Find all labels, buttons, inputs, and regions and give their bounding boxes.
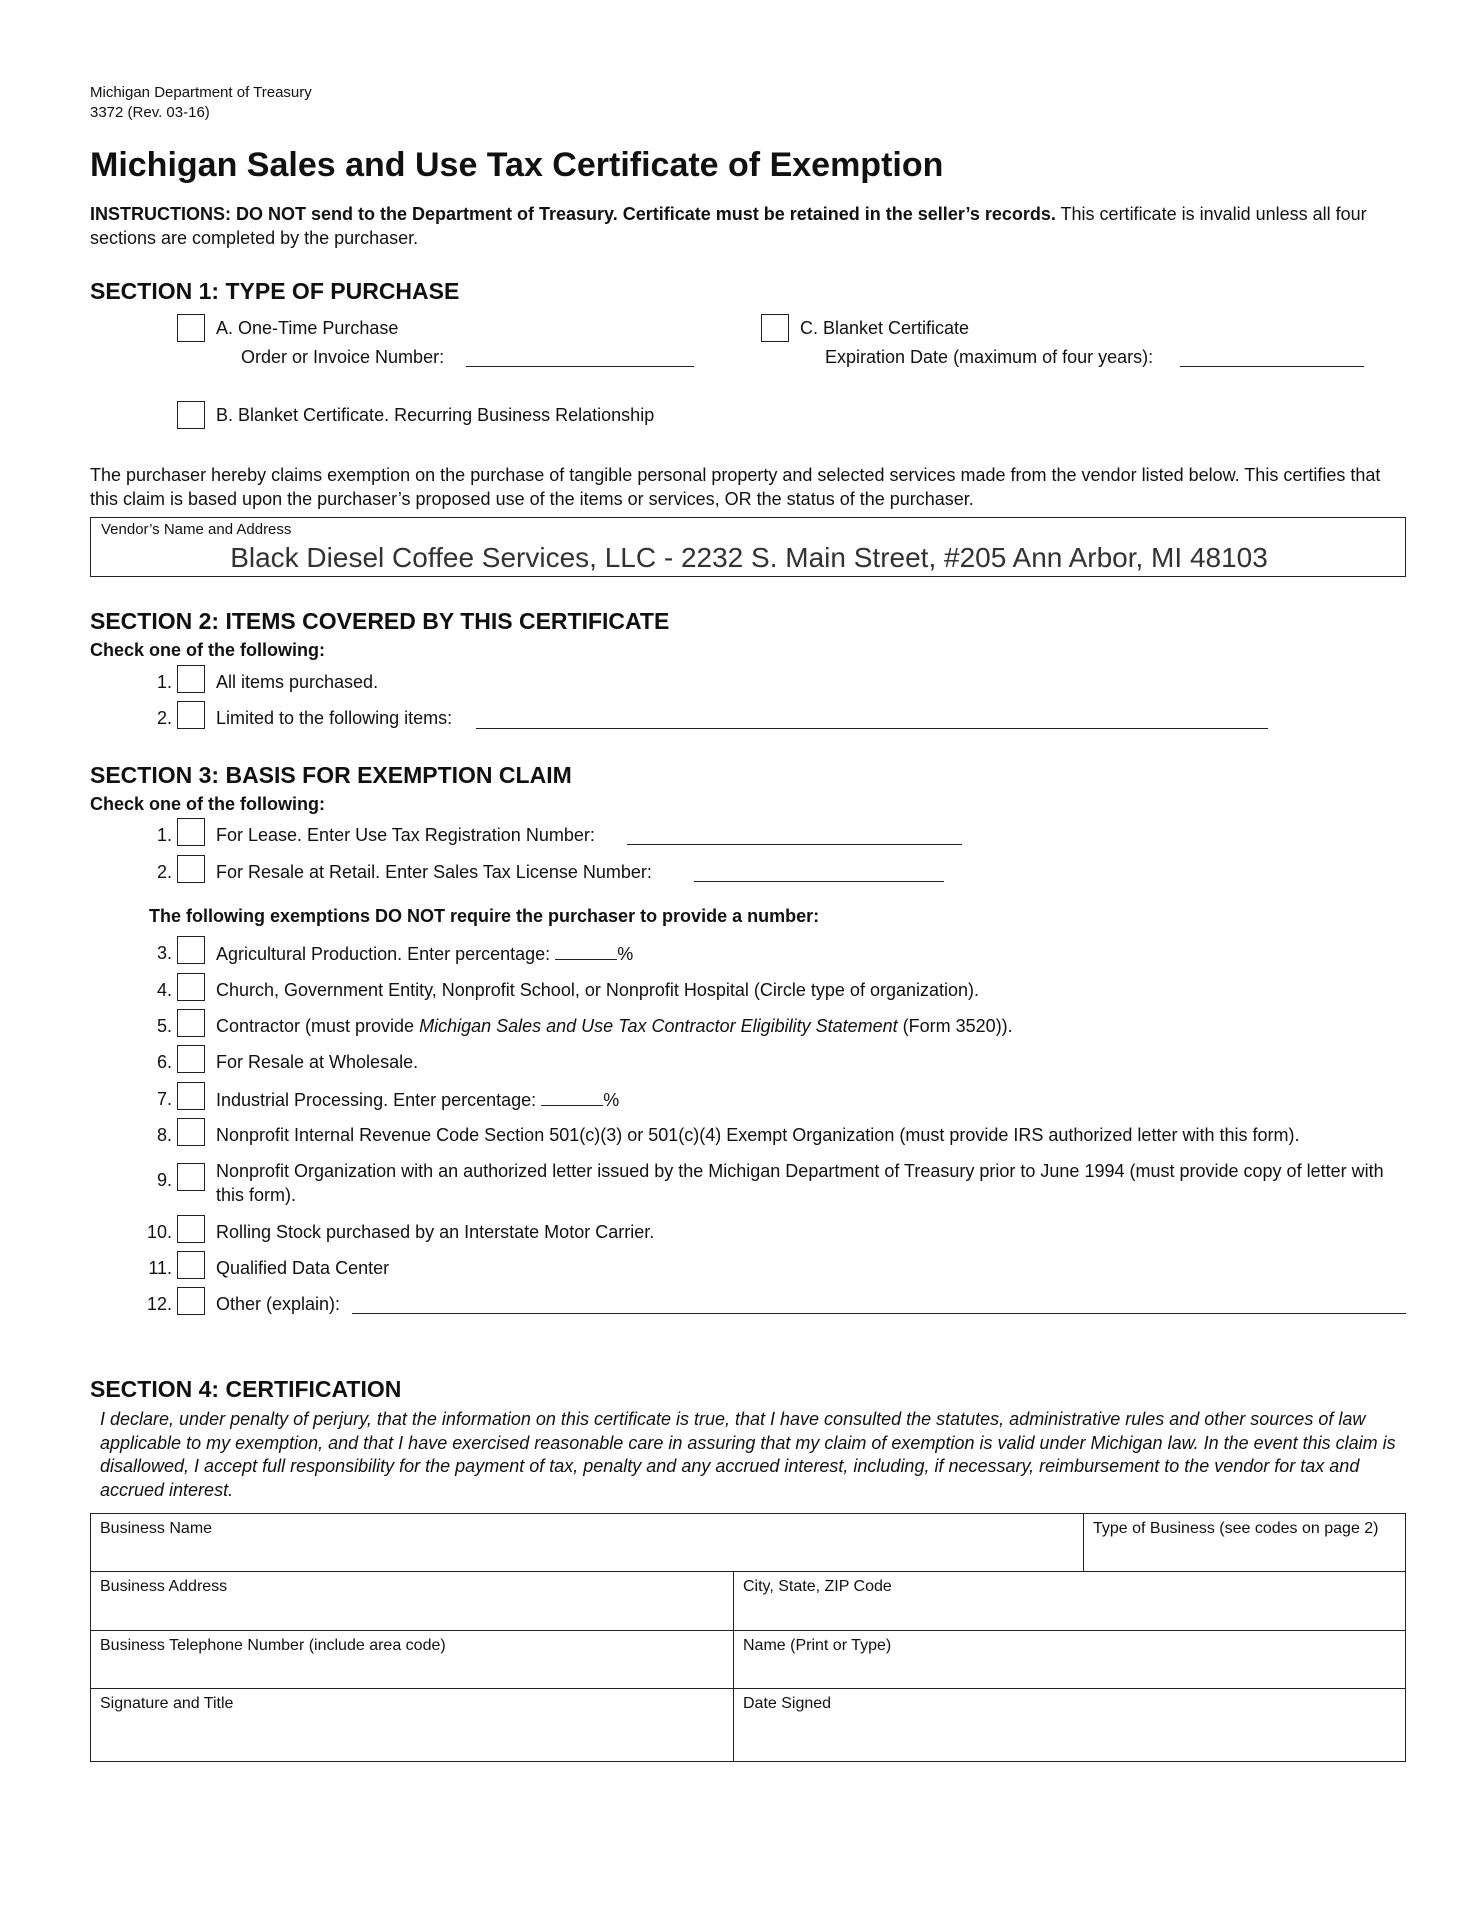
rolling-stock-label: Rolling Stock purchased by an Interstate Motor Carrier. xyxy=(216,1222,655,1242)
name-print-label: Name (Print or Type) xyxy=(743,1637,892,1654)
percent-sign: % xyxy=(617,944,634,964)
item-number: 8. xyxy=(156,1125,172,1145)
name-print-field[interactable] xyxy=(734,1631,1406,1689)
item-number: 2. xyxy=(156,708,172,728)
contractor-text-pre: Contractor (must provide xyxy=(216,1016,420,1036)
checkbox-qualified-data-center[interactable] xyxy=(177,1251,205,1279)
signature-title-field[interactable] xyxy=(91,1689,734,1762)
instructions-rest: This certificate is invalid unless all four sections are completed by the purchaser. xyxy=(90,204,1367,248)
item-number: 10. xyxy=(146,1222,172,1242)
business-phone-label: Business Telephone Number (include area code) xyxy=(100,1637,446,1654)
contractor-form-name: Michigan Sales and Use Tax Contractor Eligibility Statement xyxy=(419,1016,898,1036)
department-name: Michigan Department of Treasury xyxy=(90,84,312,101)
checkbox-nonprofit-authorized-letter[interactable] xyxy=(177,1163,205,1191)
instructions-bold: INSTRUCTIONS: DO NOT send to the Department of Treasury. Certificate must be retained in the seller’s records. xyxy=(90,204,1056,224)
industrial-text: Industrial Processing. Enter percentage: xyxy=(216,1090,537,1110)
all-items-label: All items purchased. xyxy=(216,672,379,692)
resale-retail-label: For Resale at Retail. Enter Sales Tax License Number: xyxy=(216,862,652,882)
checkbox-other[interactable] xyxy=(177,1287,205,1315)
business-address-field[interactable] xyxy=(91,1572,734,1631)
agricultural-text: Agricultural Production. Enter percentage: xyxy=(216,944,551,964)
business-address-label: Business Address xyxy=(100,1578,228,1595)
certification-table xyxy=(90,1513,1406,1762)
section3-title: SECTION 3: BASIS FOR EXEMPTION CLAIM xyxy=(90,762,572,788)
option-b-label: B. Blanket Certificate. Recurring Business Relationship xyxy=(216,405,655,425)
page-title: Michigan Sales and Use Tax Certificate of Exemption xyxy=(90,146,944,184)
vendor-name-address[interactable]: Black Diesel Coffee Services, LLC - 2232 S. Main Street, #205 Ann Arbor, MI 48103 xyxy=(230,542,1268,573)
date-signed-field[interactable] xyxy=(734,1689,1406,1762)
percent-sign: % xyxy=(603,1090,620,1110)
other-explain-input[interactable] xyxy=(352,1313,1406,1314)
checkbox-all-items[interactable] xyxy=(177,665,205,693)
claim-statement: The purchaser hereby claims exemption on the purchase of tangible personal property and selected services made from the vendor listed below. This certifies that this claim is based upon the purchaser’s proposed use of the items or services, OR the status of the purchaser. xyxy=(90,465,1381,509)
form-number: 3372 (Rev. 03-16) xyxy=(90,104,210,121)
item-number: 12. xyxy=(146,1294,172,1314)
checkbox-for-lease[interactable] xyxy=(177,818,205,846)
item-number: 1. xyxy=(156,825,172,845)
checkbox-one-time-purchase[interactable] xyxy=(177,314,205,342)
business-phone-field[interactable] xyxy=(91,1631,734,1689)
type-of-business-field[interactable] xyxy=(1084,1514,1406,1572)
limited-items-input[interactable] xyxy=(476,728,1268,729)
checkbox-industrial-processing[interactable] xyxy=(177,1082,205,1110)
resale-wholesale-label: For Resale at Wholesale. xyxy=(216,1052,419,1072)
church-government-label: Church, Government Entity, Nonprofit School, or Nonprofit Hospital (Circle type of organization). xyxy=(216,980,980,1000)
item-number: 5. xyxy=(156,1016,172,1036)
other-label: Other (explain): xyxy=(216,1294,341,1314)
order-invoice-input[interactable] xyxy=(466,366,694,367)
city-state-zip-label: City, State, ZIP Code xyxy=(743,1578,892,1595)
use-tax-registration-input[interactable] xyxy=(627,844,962,845)
industrial-processing-label xyxy=(216,1089,619,1111)
item-number: 11. xyxy=(148,1258,172,1278)
checkbox-nonprofit-501c[interactable] xyxy=(177,1118,205,1146)
expiration-date-label: Expiration Date (maximum of four years): xyxy=(825,347,1154,367)
instructions xyxy=(90,202,1390,250)
vendor-label: Vendor’s Name and Address xyxy=(101,521,292,538)
item-number: 7. xyxy=(156,1089,172,1109)
industrial-percentage-input[interactable] xyxy=(541,1089,603,1106)
section2-check-one: Check one of the following: xyxy=(90,640,325,660)
expiration-date-input[interactable] xyxy=(1180,366,1364,367)
business-name-label: Business Name xyxy=(100,1520,213,1537)
item-number: 6. xyxy=(156,1052,172,1072)
qualified-data-center-label: Qualified Data Center xyxy=(216,1258,390,1278)
signature-title-label: Signature and Title xyxy=(100,1695,234,1712)
section2-title: SECTION 2: ITEMS COVERED BY THIS CERTIFICATE xyxy=(90,608,670,634)
type-of-business-label: Type of Business (see codes on page 2) xyxy=(1093,1520,1379,1537)
for-lease-label: For Lease. Enter Use Tax Registration Number: xyxy=(216,825,595,845)
checkbox-resale-retail[interactable] xyxy=(177,855,205,883)
no-number-note: The following exemptions DO NOT require the purchaser to provide a number: xyxy=(149,906,820,926)
vendor-box xyxy=(90,517,1406,577)
contractor-label xyxy=(216,1016,1013,1037)
city-state-zip-field[interactable] xyxy=(734,1572,1406,1631)
item-number: 3. xyxy=(156,943,172,963)
checkbox-rolling-stock[interactable] xyxy=(177,1215,205,1243)
item-number: 1. xyxy=(156,672,172,692)
section4-title: SECTION 4: CERTIFICATION xyxy=(90,1376,402,1402)
agricultural-label xyxy=(216,943,633,965)
limited-items-label: Limited to the following items: xyxy=(216,708,453,728)
date-signed-label: Date Signed xyxy=(743,1695,832,1712)
checkbox-limited-items[interactable] xyxy=(177,701,205,729)
checkbox-contractor[interactable] xyxy=(177,1009,205,1037)
checkbox-resale-wholesale[interactable] xyxy=(177,1045,205,1073)
checkbox-blanket-recurring[interactable] xyxy=(177,401,205,429)
certification-declaration: I declare, under penalty of perjury, that the information on this certificate is true, that I have consulted the statutes, administrative rules and other sources of law applicable to my exemption, and that I have exercised reasonable care in assuring that my claim of exemption is valid under Michigan law. In the event this claim is disallowed, I accept full responsibility for the payment of tax, penalty and any accrued interest, including, if necessary, reimbursement to the vendor for tax and accrued interest. xyxy=(100,1409,1396,1500)
checkbox-agricultural[interactable] xyxy=(177,936,205,964)
nonprofit-authorized-letter-label: Nonprofit Organization with an authorized letter issued by the Michigan Department of Treasury prior to June 1994 (must provide copy of letter with this form). xyxy=(216,1161,1384,1205)
agricultural-percentage-input[interactable] xyxy=(555,943,617,960)
order-invoice-label: Order or Invoice Number: xyxy=(241,347,445,367)
option-a-label: A. One-Time Purchase xyxy=(216,318,399,338)
section1-title: SECTION 1: TYPE OF PURCHASE xyxy=(90,278,460,304)
item-number: 4. xyxy=(156,980,172,1000)
business-name-field[interactable] xyxy=(91,1514,1084,1572)
item-number: 9. xyxy=(156,1170,172,1190)
checkbox-blanket-certificate-c[interactable] xyxy=(761,314,789,342)
checkbox-church-government[interactable] xyxy=(177,973,205,1001)
option-c-label: C. Blanket Certificate xyxy=(800,318,970,338)
section3-check-one: Check one of the following: xyxy=(90,794,325,814)
sales-tax-license-input[interactable] xyxy=(694,881,944,882)
nonprofit-501c-label: Nonprofit Internal Revenue Code Section 501(c)(3) or 501(c)(4) Exempt Organization (must provide IRS authorized letter with this form). xyxy=(216,1125,1300,1145)
contractor-text-post: (Form 3520)). xyxy=(897,1016,1013,1036)
item-number: 2. xyxy=(156,862,172,882)
